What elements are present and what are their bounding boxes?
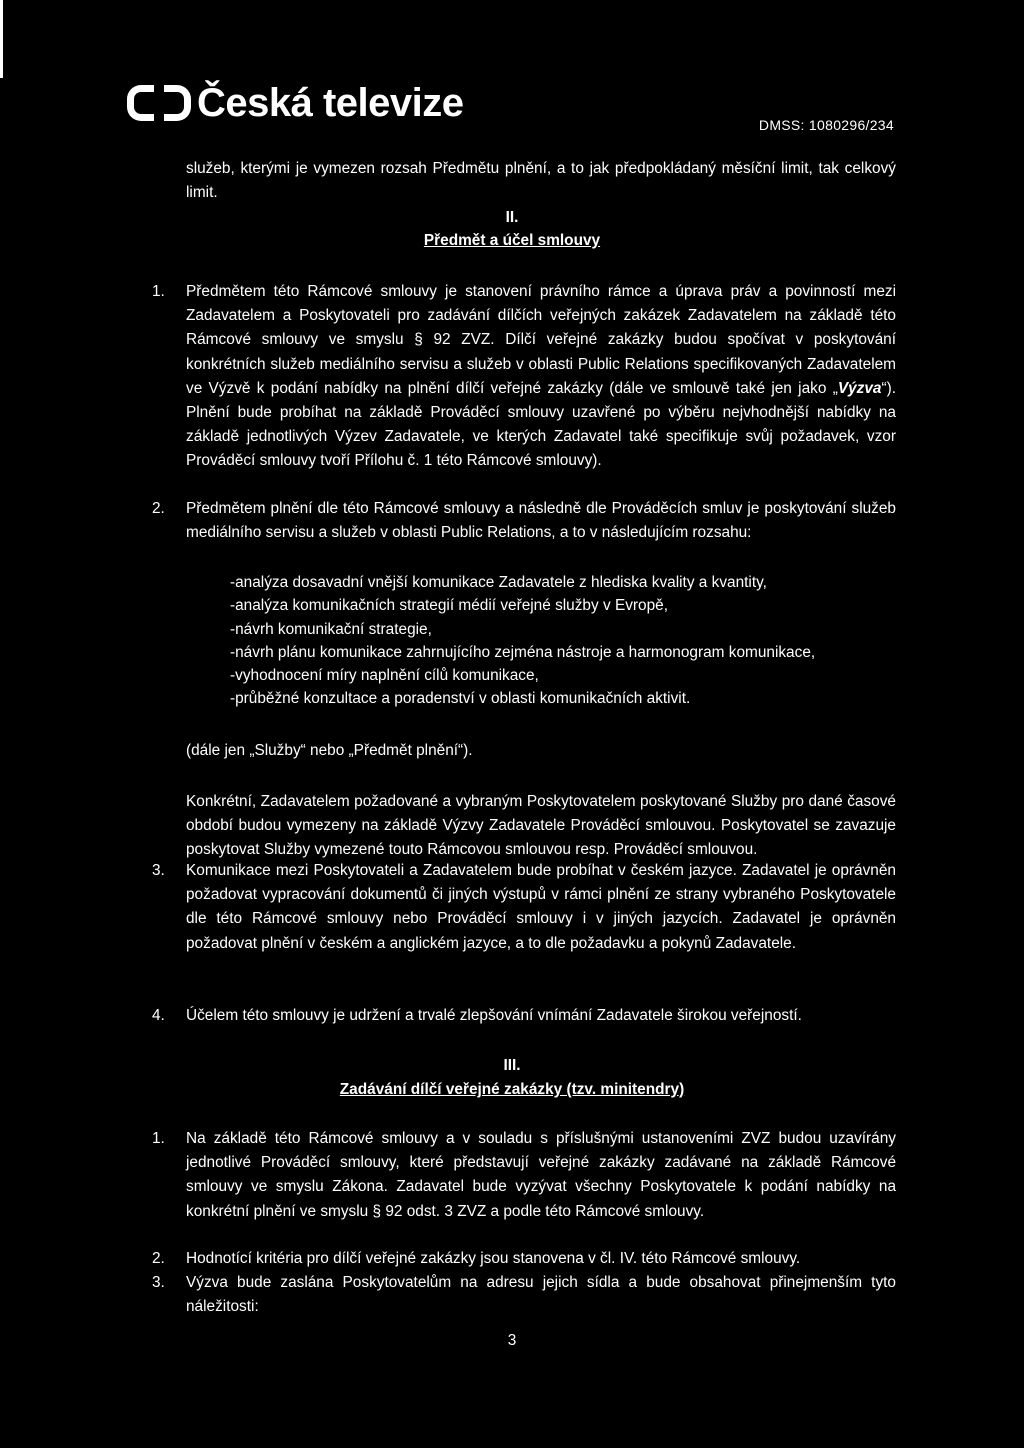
section-2-number: II. [505, 209, 519, 226]
item-text: Výzva bude zaslána Poskytovatelům na adresu jejich sídla a bude obsahovat přinejmenším tyto náležitosti: [186, 1274, 896, 1316]
section-3-item-3 [152, 1271, 896, 1319]
definition-text: (dále jen „Služby“ nebo „Předmět plnění“). [186, 742, 473, 759]
item-text: Na základě této Rámcové smlouvy a v souladu s příslušnými ustanoveními ZVZ budou uzavírány jednotlivé Prováděcí smlouvy, které představují veřejné zakázky zadávané na základě Rámcové smlouvy ve smyslu Zákona. Zadavatel bude vyzývat všechny Poskytovatele k podání nabídky na konkrétní plnění ve smyslu § 92 odst. 3 ZVZ a podle této Rámcové smlouvy. [186, 1130, 896, 1220]
item-number: 2. [152, 500, 165, 517]
list-item: -návrh plánu komunikace zahrnujícího zejména nástroje a harmonogram komunikace, [230, 643, 816, 661]
intro-text: služeb, kterými je vymezen rozsah Předmětu plnění, a to jak předpokládaný měsíční limit, tak celkový limit. [186, 160, 896, 202]
item-text: Předmětem plnění dle této Rámcové smlouvy a následně dle Prováděcích smluv je poskytování služeb mediálního servisu a služeb v oblasti Public Relations, a to v následujícím rozsahu: [186, 500, 896, 542]
section-3-item-2 [152, 1247, 896, 1271]
section-3-number: III. [503, 1057, 521, 1074]
list-item: -návrh komunikační strategie, [230, 620, 432, 638]
page-number: 3 [507, 1332, 517, 1349]
scan-edge-line [0, 0, 3, 78]
section-3-title: Zadávání dílčí veřejné zakázky (tzv. minitendry) [339, 1081, 685, 1098]
section-2-item-4 [152, 1004, 896, 1028]
item-number: 3. [152, 1274, 165, 1291]
section-2-title: Předmět a účel smlouvy [423, 232, 601, 249]
scope-list [230, 571, 815, 711]
logo-text: Česká televize [197, 81, 464, 125]
list-item: -průběžné konzultace a poradenství v oblasti komunikačních aktivit. [230, 690, 691, 708]
item-number: 3. [152, 862, 165, 879]
list-item: -vyhodnocení míry naplnění cílů komunikace, [230, 667, 539, 685]
item-text: Předmětem této Rámcové smlouvy je stanovení právního rámce a úprava práv a povinností mezi Zadavatelem a Poskytovateli pro zadávání dílčích veřejných zakázek Zadavatelem na základě této Rámcové smlouvy ve smyslu § 92 ZVZ. Dílčí veřejné zakázky budou spočívat v poskytování konkrétních služeb mediálního servisu a služeb v oblasti Public Relations specifikovaných Zadavatelem ve Výzvě k podání nabídky na plnění dílčí veřejné zakázky (dále ve smlouvě také jen jako „Výzva“). Plnění bude probíhat na základě Prováděcí smlouvy uzavřené po výběru nejvhodnější nabídky na základě jednotlivých Výzev Zadavatele, ve kterých Zadavatel také specifikuje svůj požadavek, vzor Prováděcí smlouvy tvoří Přílohu č. 1 této Rámcové smlouvy). [186, 283, 896, 470]
section-2-item-3 [152, 859, 896, 956]
section-3-item-1 [152, 1127, 896, 1224]
services-paragraph: Konkrétní, Zadavatelem požadované a vybraným Poskytovatelem poskytované Služby pro dané časové období budou vymezeny na základě Výzvy Zadavatele Prováděcí smlouvou. Poskytovatel se zavazuje poskytovat Služby vymezené touto Rámcovou smlouvou resp. Prováděcí smlouvou. [186, 793, 896, 859]
item-number: 4. [152, 1007, 165, 1024]
document-id: DMSS: 1080296/234 [758, 117, 894, 133]
item-text: Hodnotící kritéria pro dílčí veřejné zakázky jsou stanovena v čl. IV. této Rámcové smlouvy. [186, 1250, 801, 1267]
ct-logo-icon [127, 82, 205, 124]
list-item: -analýza dosavadní vnější komunikace Zadavatele z hlediska kvality a kvantity, [230, 574, 767, 591]
section-2-item-2 [152, 497, 896, 545]
item-number: 1. [152, 1130, 165, 1147]
list-item: -analýza komunikačních strategií médií veřejné služby v Evropě, [230, 597, 668, 615]
item-text: Komunikace mezi Poskytovateli a Zadavatelem bude probíhat v českém jazyce. Zadavatel je oprávněn požadovat vypracování dokumentů či jiných výstupů v rámci plnění ze strany vybraného Poskytovatele dle této Rámcové smlouvy nebo Prováděcí smlouvy i v jiných jazycích. Zadavatel je oprávněn požadovat plnění v českém a anglickém jazyce, a to dle požadavku a pokynů Zadavatele. [186, 862, 896, 952]
ct-logo [127, 82, 464, 124]
item-number: 2. [152, 1250, 165, 1267]
item-number: 1. [152, 283, 165, 300]
item-text: Účelem této smlouvy je udržení a trvalé zlepšování vnímání Zadavatele širokou veřejností. [186, 1007, 802, 1024]
section-2-item-1 [152, 280, 896, 474]
